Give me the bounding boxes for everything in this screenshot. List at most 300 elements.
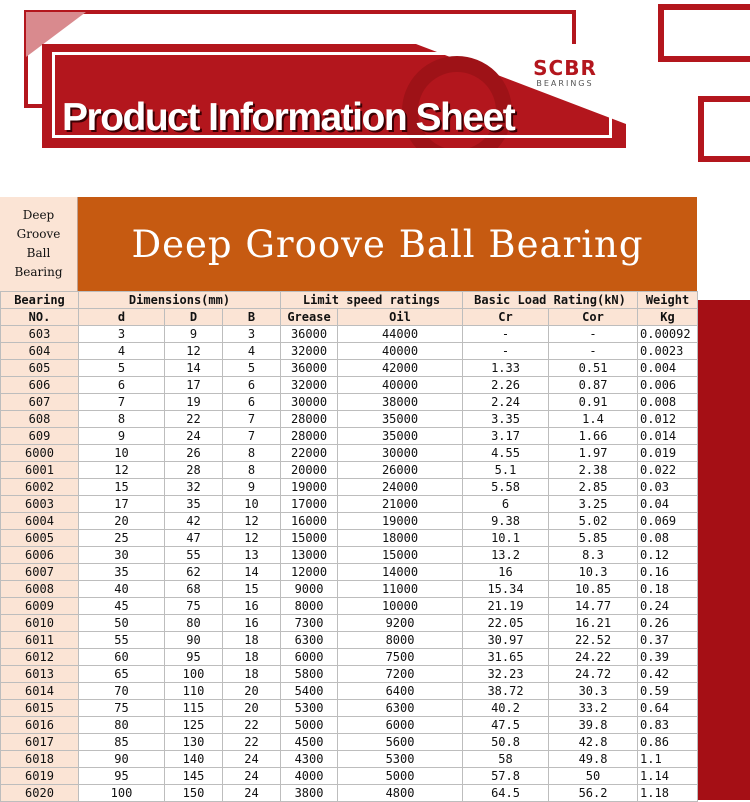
- speed-oil-cell: 6300: [338, 700, 463, 717]
- load-cr-cell: 58: [463, 751, 549, 768]
- speed-grease-cell: 5400: [281, 683, 338, 700]
- load-cor-cell: 0.91: [549, 394, 638, 411]
- dim-D-cell: 19: [165, 394, 223, 411]
- load-cor-cell: 0.51: [549, 360, 638, 377]
- load-cr-cell: 5.1: [463, 462, 549, 479]
- load-cor-cell: 10.85: [549, 581, 638, 598]
- speed-grease-cell: 6000: [281, 649, 338, 666]
- speed-grease-cell: 13000: [281, 547, 338, 564]
- page-title: Product Information Sheet: [62, 96, 515, 139]
- group-header-row: [1, 292, 698, 309]
- speed-grease-cell: 19000: [281, 479, 338, 496]
- bearing-no-cell: 6006: [1, 547, 79, 564]
- table-row: [1, 717, 698, 734]
- load-cor-cell: 14.77: [549, 598, 638, 615]
- speed-oil-cell: 40000: [338, 343, 463, 360]
- dim-B-cell: 20: [223, 700, 281, 717]
- dim-B-cell: 4: [223, 343, 281, 360]
- header-dimensions: Dimensions(mm): [79, 292, 281, 309]
- speed-oil-cell: 26000: [338, 462, 463, 479]
- load-cr-cell: 2.24: [463, 394, 549, 411]
- dim-B-cell: 7: [223, 428, 281, 445]
- sub-header-row: [1, 309, 698, 326]
- speed-grease-cell: 28000: [281, 411, 338, 428]
- load-cor-cell: 5.85: [549, 530, 638, 547]
- speed-oil-cell: 5300: [338, 751, 463, 768]
- dim-d-cell: 17: [79, 496, 165, 513]
- dim-d-cell: 95: [79, 768, 165, 785]
- load-cr-cell: 3.17: [463, 428, 549, 445]
- load-cor-cell: 0.87: [549, 377, 638, 394]
- dim-d-cell: 5: [79, 360, 165, 377]
- speed-oil-cell: 8000: [338, 632, 463, 649]
- weight-kg-cell: 0.24: [638, 598, 698, 615]
- load-cor-cell: 8.3: [549, 547, 638, 564]
- speed-oil-cell: 44000: [338, 326, 463, 343]
- category-label: [0, 197, 78, 291]
- right-red-stripe: [698, 300, 750, 800]
- weight-kg-cell: 0.019: [638, 445, 698, 462]
- dim-B-cell: 3: [223, 326, 281, 343]
- dim-D-cell: 55: [165, 547, 223, 564]
- dim-d-cell: 20: [79, 513, 165, 530]
- load-cor-cell: -: [549, 343, 638, 360]
- dim-D-cell: 17: [165, 377, 223, 394]
- header-grease: Grease: [281, 309, 338, 326]
- dim-D-cell: 22: [165, 411, 223, 428]
- load-cr-cell: 15.34: [463, 581, 549, 598]
- bearing-no-cell: 6009: [1, 598, 79, 615]
- speed-oil-cell: 24000: [338, 479, 463, 496]
- weight-kg-cell: 1.14: [638, 768, 698, 785]
- dim-B-cell: 18: [223, 666, 281, 683]
- dim-B-cell: 24: [223, 751, 281, 768]
- dim-B-cell: 18: [223, 632, 281, 649]
- category-line: Deep: [22, 208, 55, 222]
- dim-B-cell: 18: [223, 649, 281, 666]
- speed-oil-cell: 9200: [338, 615, 463, 632]
- load-cor-cell: 2.38: [549, 462, 638, 479]
- header-limit-speed: Limit speed ratings: [281, 292, 463, 309]
- table-row: [1, 428, 698, 445]
- weight-kg-cell: 0.37: [638, 632, 698, 649]
- table-row: [1, 377, 698, 394]
- table-row: [1, 768, 698, 785]
- bearing-no-cell: 608: [1, 411, 79, 428]
- dim-d-cell: 85: [79, 734, 165, 751]
- dim-D-cell: 28: [165, 462, 223, 479]
- dim-B-cell: 20: [223, 683, 281, 700]
- load-cor-cell: 1.4: [549, 411, 638, 428]
- load-cor-cell: -: [549, 326, 638, 343]
- load-cr-cell: 13.2: [463, 547, 549, 564]
- speed-grease-cell: 5800: [281, 666, 338, 683]
- dim-d-cell: 80: [79, 717, 165, 734]
- load-cor-cell: 2.85: [549, 479, 638, 496]
- speed-grease-cell: 32000: [281, 343, 338, 360]
- speed-oil-cell: 7500: [338, 649, 463, 666]
- speed-oil-cell: 15000: [338, 547, 463, 564]
- load-cor-cell: 10.3: [549, 564, 638, 581]
- dim-d-cell: 40: [79, 581, 165, 598]
- dim-B-cell: 10: [223, 496, 281, 513]
- bearing-no-cell: 607: [1, 394, 79, 411]
- dim-D-cell: 145: [165, 768, 223, 785]
- dim-D-cell: 115: [165, 700, 223, 717]
- dim-d-cell: 100: [79, 785, 165, 802]
- dim-B-cell: 22: [223, 717, 281, 734]
- dim-B-cell: 16: [223, 598, 281, 615]
- weight-kg-cell: 0.08: [638, 530, 698, 547]
- dim-d-cell: 9: [79, 428, 165, 445]
- weight-kg-cell: 0.022: [638, 462, 698, 479]
- dim-d-cell: 30: [79, 547, 165, 564]
- dim-B-cell: 14: [223, 564, 281, 581]
- load-cr-cell: 50.8: [463, 734, 549, 751]
- load-cr-cell: 57.8: [463, 768, 549, 785]
- table-row: [1, 326, 698, 343]
- table-row: [1, 479, 698, 496]
- speed-grease-cell: 3800: [281, 785, 338, 802]
- speed-grease-cell: 7300: [281, 615, 338, 632]
- dim-d-cell: 35: [79, 564, 165, 581]
- weight-kg-cell: 0.16: [638, 564, 698, 581]
- dim-B-cell: 12: [223, 513, 281, 530]
- speed-oil-cell: 4800: [338, 785, 463, 802]
- table-row: [1, 649, 698, 666]
- load-cr-cell: 30.97: [463, 632, 549, 649]
- bearing-no-cell: 6020: [1, 785, 79, 802]
- speed-grease-cell: 20000: [281, 462, 338, 479]
- table-row: [1, 632, 698, 649]
- dim-D-cell: 68: [165, 581, 223, 598]
- dim-B-cell: 8: [223, 445, 281, 462]
- speed-oil-cell: 5600: [338, 734, 463, 751]
- load-cor-cell: 3.25: [549, 496, 638, 513]
- dim-d-cell: 7: [79, 394, 165, 411]
- dim-B-cell: 6: [223, 377, 281, 394]
- table-row: [1, 700, 698, 717]
- speed-oil-cell: 11000: [338, 581, 463, 598]
- table-row: [1, 734, 698, 751]
- table-row: [1, 360, 698, 377]
- weight-kg-cell: 0.86: [638, 734, 698, 751]
- dim-d-cell: 6: [79, 377, 165, 394]
- table-row: [1, 564, 698, 581]
- load-cr-cell: 1.33: [463, 360, 549, 377]
- speed-grease-cell: 22000: [281, 445, 338, 462]
- load-cr-cell: 3.35: [463, 411, 549, 428]
- weight-kg-cell: 0.012: [638, 411, 698, 428]
- bearing-no-cell: 6004: [1, 513, 79, 530]
- weight-kg-cell: 0.014: [638, 428, 698, 445]
- logo-sub-text: BEARINGS: [536, 79, 594, 88]
- dim-d-cell: 65: [79, 666, 165, 683]
- dim-d-cell: 15: [79, 479, 165, 496]
- speed-grease-cell: 9000: [281, 581, 338, 598]
- bearing-no-cell: 605: [1, 360, 79, 377]
- dim-d-cell: 12: [79, 462, 165, 479]
- dim-B-cell: 15: [223, 581, 281, 598]
- table-row: [1, 394, 698, 411]
- dim-D-cell: 80: [165, 615, 223, 632]
- dim-D-cell: 140: [165, 751, 223, 768]
- bearing-no-cell: 6017: [1, 734, 79, 751]
- speed-grease-cell: 32000: [281, 377, 338, 394]
- header-cr: Cr: [463, 309, 549, 326]
- dim-D-cell: 130: [165, 734, 223, 751]
- header-weight: Weight: [638, 292, 698, 309]
- dim-d-cell: 3: [79, 326, 165, 343]
- dim-D-cell: 9: [165, 326, 223, 343]
- load-cr-cell: 5.58: [463, 479, 549, 496]
- weight-kg-cell: 0.03: [638, 479, 698, 496]
- dim-B-cell: 22: [223, 734, 281, 751]
- dim-d-cell: 55: [79, 632, 165, 649]
- table-row: [1, 598, 698, 615]
- bearing-no-cell: 6010: [1, 615, 79, 632]
- table-row: [1, 751, 698, 768]
- weight-kg-cell: 0.83: [638, 717, 698, 734]
- speed-grease-cell: 4000: [281, 768, 338, 785]
- dim-d-cell: 4: [79, 343, 165, 360]
- bearing-no-cell: 6014: [1, 683, 79, 700]
- load-cor-cell: 30.3: [549, 683, 638, 700]
- load-cr-cell: 22.05: [463, 615, 549, 632]
- load-cr-cell: 31.65: [463, 649, 549, 666]
- weight-kg-cell: 0.0023: [638, 343, 698, 360]
- speed-oil-cell: 10000: [338, 598, 463, 615]
- table-row: [1, 683, 698, 700]
- bearing-no-cell: 604: [1, 343, 79, 360]
- weight-kg-cell: 0.006: [638, 377, 698, 394]
- load-cor-cell: 24.72: [549, 666, 638, 683]
- load-cor-cell: 16.21: [549, 615, 638, 632]
- header-no: NO.: [1, 309, 79, 326]
- bearing-no-cell: 6011: [1, 632, 79, 649]
- speed-oil-cell: 6400: [338, 683, 463, 700]
- speed-grease-cell: 36000: [281, 360, 338, 377]
- dim-d-cell: 8: [79, 411, 165, 428]
- dim-d-cell: 70: [79, 683, 165, 700]
- speed-grease-cell: 16000: [281, 513, 338, 530]
- weight-kg-cell: 0.59: [638, 683, 698, 700]
- dim-D-cell: 12: [165, 343, 223, 360]
- speed-grease-cell: 8000: [281, 598, 338, 615]
- weight-kg-cell: 0.26: [638, 615, 698, 632]
- load-cor-cell: 1.97: [549, 445, 638, 462]
- load-cor-cell: 5.02: [549, 513, 638, 530]
- bearing-no-cell: 6008: [1, 581, 79, 598]
- header-load-rating: Basic Load Rating(kN): [463, 292, 638, 309]
- weight-kg-cell: 1.18: [638, 785, 698, 802]
- bearing-no-cell: 6016: [1, 717, 79, 734]
- load-cr-cell: 2.26: [463, 377, 549, 394]
- load-cr-cell: 9.38: [463, 513, 549, 530]
- header-D: D: [165, 309, 223, 326]
- dim-B-cell: 9: [223, 479, 281, 496]
- load-cor-cell: 42.8: [549, 734, 638, 751]
- table-row: [1, 496, 698, 513]
- dim-D-cell: 42: [165, 513, 223, 530]
- bearing-no-cell: 6015: [1, 700, 79, 717]
- dim-B-cell: 24: [223, 785, 281, 802]
- table-row: [1, 343, 698, 360]
- header-cor: Cor: [549, 309, 638, 326]
- load-cr-cell: 6: [463, 496, 549, 513]
- logo-main-text: SCBR: [533, 56, 597, 80]
- bearing-no-cell: 6002: [1, 479, 79, 496]
- weight-kg-cell: 0.12: [638, 547, 698, 564]
- weight-kg-cell: 0.00092: [638, 326, 698, 343]
- table-row: [1, 462, 698, 479]
- speed-oil-cell: 30000: [338, 445, 463, 462]
- speed-oil-cell: 5000: [338, 768, 463, 785]
- sheet-title: Deep Groove Ball Bearing: [78, 197, 697, 291]
- load-cr-cell: 47.5: [463, 717, 549, 734]
- category-line: Groove: [16, 227, 61, 241]
- decor-box-mid-right: [698, 96, 750, 162]
- dim-D-cell: 95: [165, 649, 223, 666]
- bearing-no-cell: 6012: [1, 649, 79, 666]
- bearing-no-cell: 603: [1, 326, 79, 343]
- table-row: [1, 530, 698, 547]
- weight-kg-cell: 0.42: [638, 666, 698, 683]
- load-cor-cell: 39.8: [549, 717, 638, 734]
- dim-D-cell: 125: [165, 717, 223, 734]
- header-d: d: [79, 309, 165, 326]
- load-cr-cell: 38.72: [463, 683, 549, 700]
- dim-B-cell: 13: [223, 547, 281, 564]
- table-row: [1, 547, 698, 564]
- load-cr-cell: 4.55: [463, 445, 549, 462]
- table-row: [1, 615, 698, 632]
- dim-d-cell: 75: [79, 700, 165, 717]
- table-row: [1, 411, 698, 428]
- dim-d-cell: 90: [79, 751, 165, 768]
- load-cr-cell: 64.5: [463, 785, 549, 802]
- speed-grease-cell: 17000: [281, 496, 338, 513]
- speed-grease-cell: 5000: [281, 717, 338, 734]
- bearing-no-cell: 6003: [1, 496, 79, 513]
- speed-grease-cell: 15000: [281, 530, 338, 547]
- dim-D-cell: 32: [165, 479, 223, 496]
- brand-logo: [525, 57, 605, 97]
- speed-grease-cell: 28000: [281, 428, 338, 445]
- dim-B-cell: 12: [223, 530, 281, 547]
- dim-d-cell: 60: [79, 649, 165, 666]
- dim-B-cell: 16: [223, 615, 281, 632]
- weight-kg-cell: 0.39: [638, 649, 698, 666]
- weight-kg-cell: 0.04: [638, 496, 698, 513]
- speed-oil-cell: 35000: [338, 411, 463, 428]
- dim-D-cell: 150: [165, 785, 223, 802]
- dim-D-cell: 110: [165, 683, 223, 700]
- load-cr-cell: 21.19: [463, 598, 549, 615]
- bearing-no-cell: 6018: [1, 751, 79, 768]
- bearing-no-cell: 606: [1, 377, 79, 394]
- load-cr-cell: -: [463, 343, 549, 360]
- load-cor-cell: 49.8: [549, 751, 638, 768]
- speed-oil-cell: 21000: [338, 496, 463, 513]
- speed-grease-cell: 12000: [281, 564, 338, 581]
- dim-d-cell: 45: [79, 598, 165, 615]
- dim-D-cell: 35: [165, 496, 223, 513]
- speed-grease-cell: 6300: [281, 632, 338, 649]
- header-kg: Kg: [638, 309, 698, 326]
- dim-B-cell: 5: [223, 360, 281, 377]
- weight-kg-cell: 0.18: [638, 581, 698, 598]
- weight-kg-cell: 0.069: [638, 513, 698, 530]
- speed-oil-cell: 18000: [338, 530, 463, 547]
- speed-grease-cell: 4500: [281, 734, 338, 751]
- weight-kg-cell: 0.004: [638, 360, 698, 377]
- speed-grease-cell: 4300: [281, 751, 338, 768]
- dim-d-cell: 10: [79, 445, 165, 462]
- bearing-no-cell: 6007: [1, 564, 79, 581]
- speed-oil-cell: 40000: [338, 377, 463, 394]
- speed-oil-cell: 7200: [338, 666, 463, 683]
- load-cr-cell: 32.23: [463, 666, 549, 683]
- load-cr-cell: 16: [463, 564, 549, 581]
- bearing-no-cell: 6001: [1, 462, 79, 479]
- speed-grease-cell: 5300: [281, 700, 338, 717]
- bearing-no-cell: 6000: [1, 445, 79, 462]
- weight-kg-cell: 1.1: [638, 751, 698, 768]
- load-cor-cell: 33.2: [549, 700, 638, 717]
- table-row: [1, 513, 698, 530]
- dim-d-cell: 25: [79, 530, 165, 547]
- load-cr-cell: 40.2: [463, 700, 549, 717]
- dim-D-cell: 90: [165, 632, 223, 649]
- load-cor-cell: 50: [549, 768, 638, 785]
- weight-kg-cell: 0.64: [638, 700, 698, 717]
- load-cor-cell: 1.66: [549, 428, 638, 445]
- speed-oil-cell: 19000: [338, 513, 463, 530]
- dim-D-cell: 75: [165, 598, 223, 615]
- dim-B-cell: 7: [223, 411, 281, 428]
- category-line: Ball: [26, 246, 51, 260]
- dim-D-cell: 26: [165, 445, 223, 462]
- bearing-no-cell: 6019: [1, 768, 79, 785]
- dim-B-cell: 24: [223, 768, 281, 785]
- spec-table: [0, 291, 698, 802]
- speed-oil-cell: 6000: [338, 717, 463, 734]
- load-cor-cell: 56.2: [549, 785, 638, 802]
- category-line: Bearing: [14, 265, 63, 279]
- bearing-no-cell: 6013: [1, 666, 79, 683]
- dim-D-cell: 24: [165, 428, 223, 445]
- table-row: [1, 445, 698, 462]
- speed-grease-cell: 36000: [281, 326, 338, 343]
- load-cr-cell: -: [463, 326, 549, 343]
- load-cor-cell: 24.22: [549, 649, 638, 666]
- dim-d-cell: 50: [79, 615, 165, 632]
- dim-D-cell: 14: [165, 360, 223, 377]
- table-row: [1, 785, 698, 802]
- load-cr-cell: 10.1: [463, 530, 549, 547]
- header-bearing: Bearing: [1, 292, 79, 309]
- dim-B-cell: 6: [223, 394, 281, 411]
- table-row: [1, 581, 698, 598]
- speed-oil-cell: 38000: [338, 394, 463, 411]
- bearing-no-cell: 6005: [1, 530, 79, 547]
- header-oil: Oil: [338, 309, 463, 326]
- speed-grease-cell: 30000: [281, 394, 338, 411]
- speed-oil-cell: 35000: [338, 428, 463, 445]
- speed-oil-cell: 14000: [338, 564, 463, 581]
- speed-oil-cell: 42000: [338, 360, 463, 377]
